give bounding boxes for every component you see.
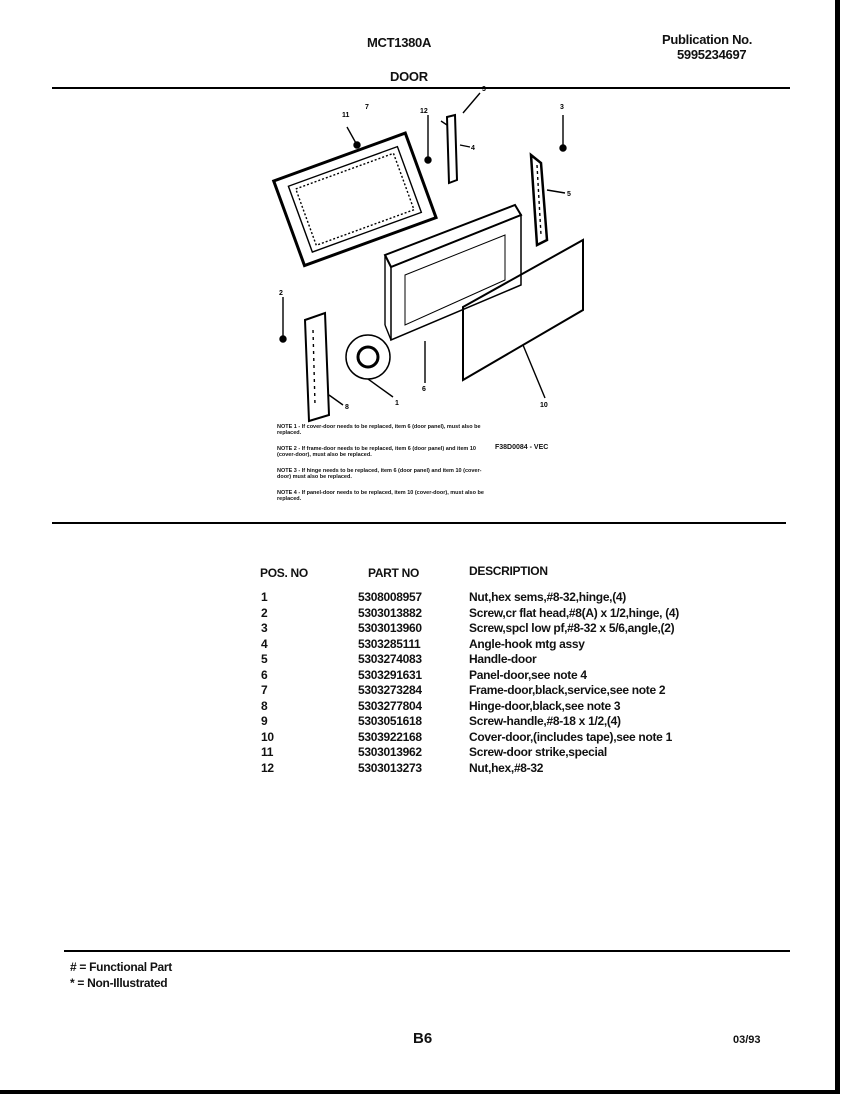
callout-12: 12 <box>420 108 428 115</box>
pos-no: 12 <box>261 760 274 775</box>
callout-7: 7 <box>365 104 369 111</box>
part-no: 5303277804 <box>358 698 422 713</box>
part-description: Panel-door,see note 4 <box>469 667 587 682</box>
part-no: 5303291631 <box>358 667 422 682</box>
note-2: NOTE 2 - If frame-door needs to be replaced, item 6 (door panel) and item 10 (cover-door), must also be replaced. <box>277 446 476 458</box>
callout-10: 10 <box>540 402 548 409</box>
table-row <box>258 606 718 622</box>
callout-8: 8 <box>345 404 349 411</box>
diagram-notes <box>277 424 487 512</box>
part-description: Hinge-door,black,see note 3 <box>469 698 621 713</box>
bottom-rule <box>64 950 790 952</box>
pos-no: 5 <box>261 652 268 666</box>
table-row <box>258 683 718 699</box>
part-description: Screw-handle,#8-18 x 1/2,(4) <box>469 714 621 728</box>
part-description: Cover-door,(includes tape),see note 1 <box>469 729 672 744</box>
pos-no: 4 <box>261 636 268 651</box>
middle-rule <box>52 522 786 524</box>
figure-code: F38D0084 - VEC <box>495 444 549 451</box>
header-description: DESCRIPTION <box>469 564 548 578</box>
publication-number: 5995234697 <box>677 47 747 62</box>
part-no: 5303273284 <box>358 683 422 697</box>
legend-non-illustrated: * = Non-Illustrated <box>70 976 168 990</box>
pos-no: 3 <box>261 621 268 635</box>
table-row <box>258 668 718 684</box>
part-no: 5303051618 <box>358 714 422 728</box>
part-description: Angle-hook mtg assy <box>469 636 585 651</box>
table-row <box>258 652 718 668</box>
part-no: 5303922168 <box>358 729 422 744</box>
table-row <box>258 637 718 653</box>
note-3: NOTE 3 - If hinge needs to be replaced, item 6 (door panel) and item 10 (cover-door) must also be replaced. <box>277 468 482 480</box>
panel-door-drawing <box>385 205 521 340</box>
note-4: NOTE 4 - If panel-door needs to be replaced, item 10 (cover-door), must also be replaced. <box>277 490 484 502</box>
part-no: 5303013882 <box>358 605 422 620</box>
part-description: Screw,cr flat head,#8(A) x 1/2,hinge, (4) <box>469 605 679 620</box>
header-pos-no: POS. NO <box>260 566 308 580</box>
table-row <box>258 621 718 637</box>
pos-no: 2 <box>261 605 268 620</box>
pos-no: 1 <box>261 590 268 604</box>
part-no: 5308008957 <box>358 590 422 604</box>
header-part-no: PART NO <box>368 566 420 580</box>
legend-functional: # = Functional Part <box>70 960 172 974</box>
publication-label: Publication No. <box>662 32 753 47</box>
callout-1: 1 <box>395 400 399 407</box>
callout-3a: 3 <box>482 86 486 93</box>
part-no: 5303013273 <box>358 760 422 775</box>
callout-6: 6 <box>422 386 426 393</box>
table-row <box>258 730 718 746</box>
pos-no: 7 <box>261 683 268 697</box>
revision-date: 03/93 <box>733 1034 761 1046</box>
callout-3b: 3 <box>560 104 564 111</box>
part-description: Handle-door <box>469 652 537 666</box>
pos-no: 9 <box>261 714 268 728</box>
callout-4: 4 <box>471 145 475 152</box>
pos-no: 6 <box>261 667 268 682</box>
part-description: Screw,spcl low pf,#8-32 x 5/6,angle,(2) <box>469 621 675 635</box>
part-no: 5303013960 <box>358 621 422 635</box>
table-row <box>258 745 718 761</box>
callout-2: 2 <box>279 290 283 297</box>
pos-no: 8 <box>261 698 268 713</box>
part-no: 5303013962 <box>358 745 422 759</box>
callout-11: 11 <box>342 112 350 119</box>
table-row <box>258 590 718 606</box>
callout-5: 5 <box>567 191 571 198</box>
part-description: Nut,hex,#8-32 <box>469 760 544 775</box>
pos-no: 11 <box>261 745 274 759</box>
part-description: Frame-door,black,service,see note 2 <box>469 683 666 697</box>
part-description: Screw-door strike,special <box>469 745 607 759</box>
section-title: DOOR <box>390 69 428 84</box>
table-row <box>258 699 718 715</box>
parts-list <box>258 590 718 776</box>
page-number: B6 <box>413 1030 433 1047</box>
part-description: Nut,hex sems,#8-32,hinge,(4) <box>469 590 626 604</box>
model-number: MCT1380A <box>367 35 432 50</box>
table-row <box>258 761 718 777</box>
table-row <box>258 714 718 730</box>
part-no: 5303285111 <box>358 636 421 651</box>
part-no: 5303274083 <box>358 652 422 666</box>
note-1: NOTE 1 - If cover-door needs to be replaced, item 6 (door panel), must also be replaced. <box>277 424 481 436</box>
pos-no: 10 <box>261 729 274 744</box>
